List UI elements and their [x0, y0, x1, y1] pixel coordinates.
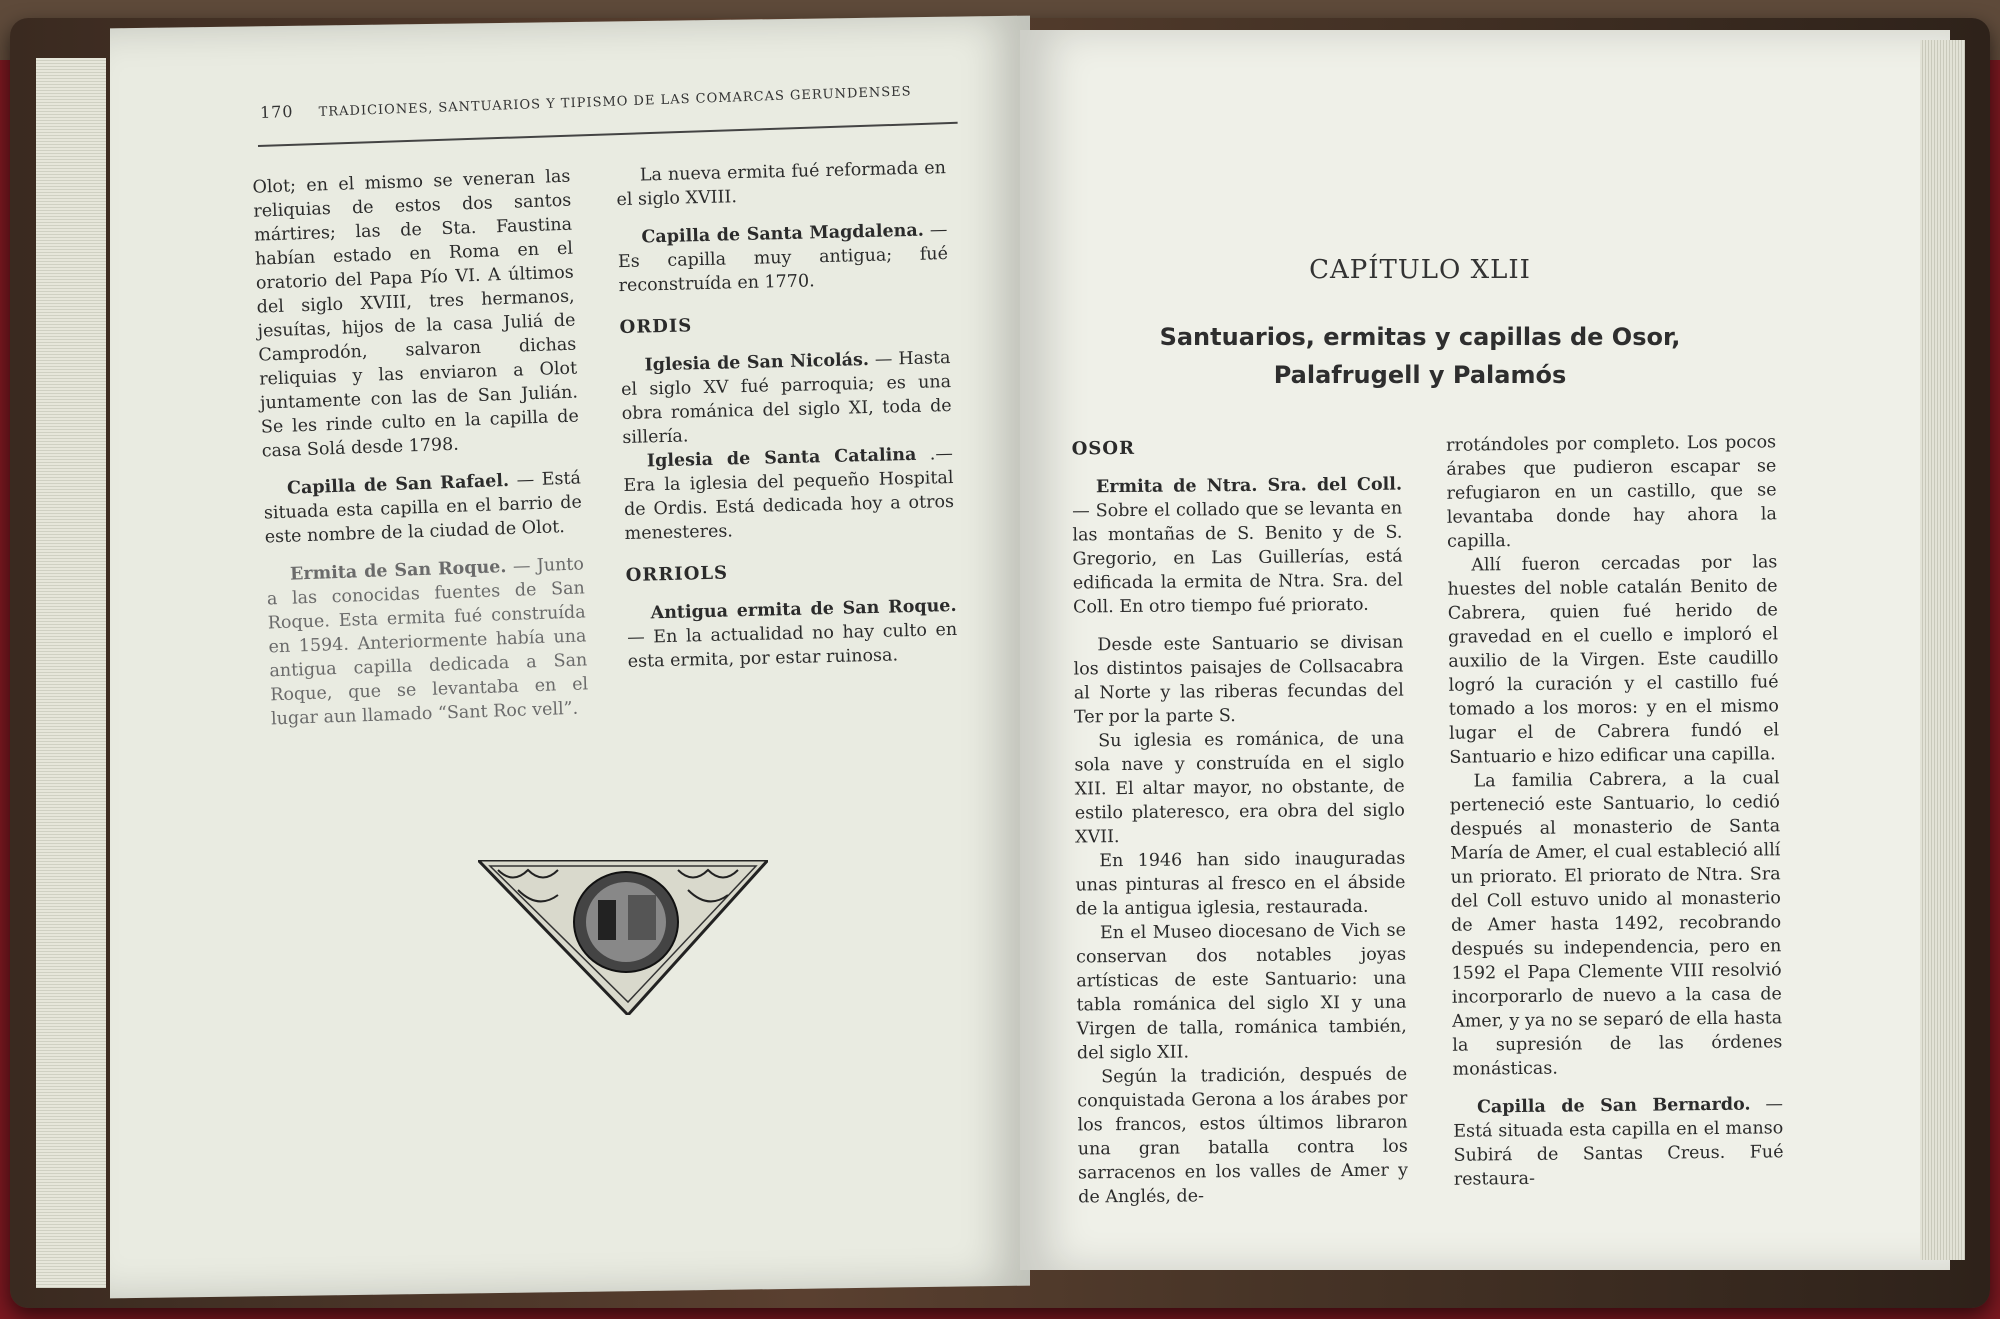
entry-text: — Está situada esta capilla en el manso Subirá de Santas Creus. Fué restaura-: [1453, 1094, 1784, 1190]
entry-heading: Iglesia de San Nicolás.: [644, 349, 870, 376]
paragraph: [1072, 473, 1403, 620]
paragraph: Olot; en el mismo se veneran las reliquias de estos dos santos mártires; las de Sta. Faustina habían estado en Roma en el oratorio del Papa Pío VI. A últimos del siglo XVIII, tres hermanos, jesuítas, hijos de la casa Juliá de Camprodón, salvaron dichas reliquias y las enviaron a Olot juntamente con las de San Julián. Se les rinde culto en la capilla de casa Solá desde 1798.: [252, 166, 580, 462]
right-column-2: [1446, 430, 1784, 1205]
entry-text: — Sobre el collado que se levanta en las montañas de S. Benito y de S. Gregorio, en Las Guillerías, está edificada la ermita de Ntra. Sra. del Coll. En otro tiempo fué priorato.: [1072, 498, 1403, 618]
paragraph: Su iglesia es románica, de una sola nave y construída en el siglo XII. El altar mayor, no obstante, de estilo plateresco, era obra del siglo XVII.: [1074, 728, 1405, 848]
paragraph: [1453, 1092, 1784, 1191]
paragraph: [617, 218, 949, 298]
title-line: Santuarios, ermitas y capillas de Osor,: [1159, 323, 1681, 351]
page-stack-left: [36, 58, 106, 1288]
entry-heading: Capilla de Santa Magdalena.: [641, 220, 925, 248]
paragraph: En el Museo diocesano de Vich se conservan dos notables joyas artísticas de este Santuario: una tabla románica del siglo XI y una Virgen de talla, románica también, del siglo XII.: [1076, 920, 1407, 1064]
paragraph: Allí fueron cercadas por las huestes del noble catalán Benito de Cabrera, quien fué herido de gravedad en el cuello e imploró el auxilio de la Virgen. Este caudillo logró la curación y el castillo fué tomado a los moros: y en el mismo lugar el de Cabrera fundó el Santuario e hizo edificar una capilla.: [1447, 552, 1780, 768]
paragraph: [266, 552, 590, 731]
paragraph: Según la tradición, después de conquistada Gerona a los árabes por los francos, estos últimos libraron una gran batalla contra los sarracenos en los valles de Amer y de Anglés, de-: [1077, 1064, 1409, 1208]
paragraph: En 1946 han sido inauguradas unas pinturas al fresco en el ábside de la antigua iglesia, restaurada.: [1075, 848, 1406, 920]
paragraph: [623, 442, 955, 546]
title-line: Palafrugell y Palamós: [1273, 361, 1567, 389]
section-heading: ORDIS: [619, 315, 693, 339]
entry-text: — Es capilla muy antigua; fué reconstruída en 1770.: [617, 220, 949, 297]
section-heading: OSOR: [1071, 437, 1136, 460]
left-column-2: [616, 156, 959, 688]
header-text: TRADICIONES, SANTUARIOS Y TIPISMO DE LAS COMARCAS GERUNDENSES: [318, 84, 912, 120]
paragraph: [263, 466, 583, 549]
paragraph: rrotándoles por completo. Los pocos árabes que pudieron escapar se refugiaron en un castillo, que se levantaba donde hay ahora la capilla.: [1445, 432, 1777, 552]
entry-text: — Junto a las conocidas fuentes de San Roque. Esta ermita fué construída en 1594. Anteriormente había una antigua capilla dedicada a San Roque, que se levantaba en el lugar aun llamado “Sant Roc vell”.: [266, 554, 589, 730]
entry-text: — Hasta el siglo XV fué parroquia; es una obra románica del siglo XI, toda de sillería.: [620, 347, 952, 449]
triangular-vignette-ornament: [478, 860, 768, 1015]
right-column-1: [1072, 435, 1409, 1224]
chapter-heading: CAPÍTULO XLII: [1309, 255, 1531, 285]
section-heading: ORRIOLS: [625, 562, 729, 586]
entry-text: — En la actualidad no hay culto en esta ermita, por estar ruinosa.: [626, 619, 958, 672]
paragraph: La familia Cabrera, a la cual perteneció este Santuario, lo cedió después al monasterio de Santa María de Amer, el cual estableció allí un priorato. El priorato de Ntra. Sra del Coll estuvo unido al monasterio de Amer hasta 1492, recobrando después su independencia, pero en 1592 el Papa Clemente VIII resolvió incorporarlo de nuevo a la casa de Amer, y ya no se separó de ella hasta la supresión de las órdenes monásticas.: [1449, 768, 1783, 1080]
paragraph: [626, 594, 958, 674]
entry-heading: Antigua ermita de San Roque.: [650, 595, 957, 624]
paragraph: La nueva ermita fué reformada en el siglo XVIII.: [616, 158, 947, 211]
entry-heading: Capilla de San Bernardo.: [1476, 1094, 1751, 1118]
entry-text: .— Era la iglesia del pequeño Hospital de Ordis. Está dedicada hoy a otros menesteres.: [623, 443, 955, 544]
entry-heading: Capilla de San Rafael.: [286, 470, 510, 499]
entry-heading: Iglesia de Santa Catalina: [646, 444, 917, 472]
entry-heading: Ermita de San Roque.: [289, 557, 507, 585]
entry-text: — Está situada esta capilla en el barrio de este nombre de la ciudad de Olot.: [263, 468, 583, 548]
paragraph: Desde este Santuario se divisan los distintos paisajes de Collsacabra al Norte y las riberas fecundas del Ter por la parte S.: [1073, 632, 1404, 728]
chapter-title: [1100, 318, 1740, 394]
entry-heading: Ermita de Ntra. Sra. del Coll.: [1095, 474, 1403, 498]
paragraph: [620, 346, 952, 450]
page-number: 170: [259, 101, 294, 122]
left-column-1: [252, 165, 590, 746]
page-stack-right: [1920, 40, 1965, 1260]
